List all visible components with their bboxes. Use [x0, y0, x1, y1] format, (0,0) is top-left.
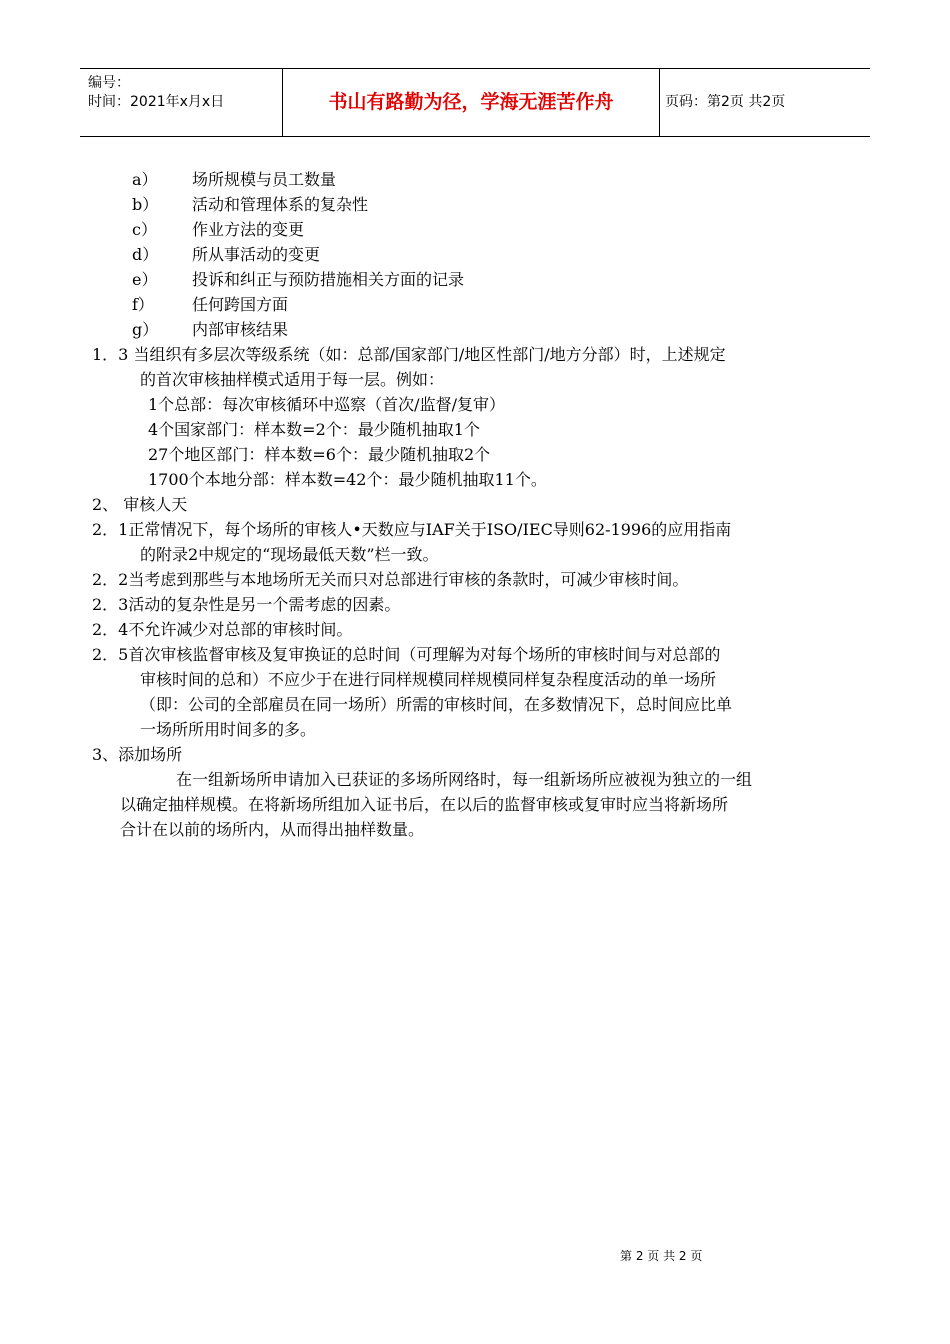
header-date-label: 时间：2021年x月x日 — [88, 94, 225, 110]
paragraph-line: 的附录2中规定的“现场最低天数”栏一致。 — [140, 545, 439, 564]
list-marker: a） — [132, 170, 158, 189]
example-line: 27个地区部门：样本数=6个：最少随机抽取2个 — [148, 445, 491, 464]
paragraph-line: 以确定抽样规模。在将新场所组加入证书后，在以后的监督审核或复审时应当将新场所 — [120, 795, 729, 814]
header-meta-cell — [80, 69, 283, 136]
list-item: 内部审核结果 — [192, 320, 289, 339]
paragraph-1-3-line: 的首次审核抽样模式适用于每一层。例如： — [140, 370, 445, 389]
list-item: 活动和管理体系的复杂性 — [192, 195, 369, 214]
paragraph-line: 在一组新场所申请加入已获证的多场所网络时，每一组新场所应被视为独立的一组 — [176, 770, 753, 789]
example-line: 1个总部：每次审核循环中巡察（首次/监督/复审） — [148, 395, 505, 414]
section-heading: 3、添加场所 — [92, 745, 183, 764]
section-heading: 2、 审核人天 — [92, 495, 188, 514]
header-motto: 书山有路勤为径，学海无涯苦作舟 — [283, 69, 660, 136]
paragraph-line: 合计在以前的场所内，从而得出抽样数量。 — [120, 820, 425, 839]
list-marker: c） — [132, 220, 157, 239]
paragraph-line: 一场所所用时间多的多。 — [140, 720, 317, 739]
example-line: 4个国家部门：样本数=2个：最少随机抽取1个 — [148, 420, 480, 439]
paragraph-line: 2．3活动的复杂性是另一个需考虑的因素。 — [92, 595, 401, 614]
list-marker: b） — [132, 195, 159, 214]
list-item: 所从事活动的变更 — [192, 245, 321, 264]
footer-page-number: 第 2 页 共 2 页 — [620, 1249, 703, 1263]
paragraph-line: 审核时间的总和）不应少于在进行同样规模同样规模同样复杂程度活动的单一场所 — [140, 670, 717, 689]
header-page-label: 页码：第2页 共2页 — [665, 94, 786, 110]
paragraph-line: 2．1正常情况下，每个场所的审核人•天数应与IAF关于ISO/IEC导则62-1996的应用指南 — [92, 520, 732, 539]
example-line: 1700个本地分部：样本数=42个：最少随机抽取11个。 — [148, 470, 547, 489]
list-item: 作业方法的变更 — [192, 220, 305, 239]
paragraph-line: 2．2当考虑到那些与本地场所无关而只对总部进行审核的条款时，可减少审核时间。 — [92, 570, 689, 589]
header-table — [80, 68, 870, 137]
list-marker: e） — [132, 270, 158, 289]
list-marker: d） — [132, 245, 159, 264]
paragraph-line: （即：公司的全部雇员在同一场所）所需的审核时间，在多数情况下，总时间应比单 — [140, 695, 733, 714]
list-marker: g） — [132, 320, 159, 339]
header-code-label: 编号： — [88, 75, 130, 91]
list-item: 投诉和纠正与预防措施相关方面的记录 — [192, 270, 465, 289]
list-item: 任何跨国方面 — [192, 295, 289, 314]
list-marker: f） — [132, 295, 154, 314]
list-item: 场所规模与员工数量 — [192, 170, 337, 189]
paragraph-1-3-line: 1．3 当组织有多层次等级系统（如：总部/国家部门/地区性部门/地方分部）时，上述规定 — [92, 345, 726, 364]
paragraph-line: 2．4不允许减少对总部的审核时间。 — [92, 620, 353, 639]
paragraph-line: 2．5首次审核监督审核及复审换证的总时间（可理解为对每个场所的审核时间与对总部的 — [92, 645, 721, 664]
